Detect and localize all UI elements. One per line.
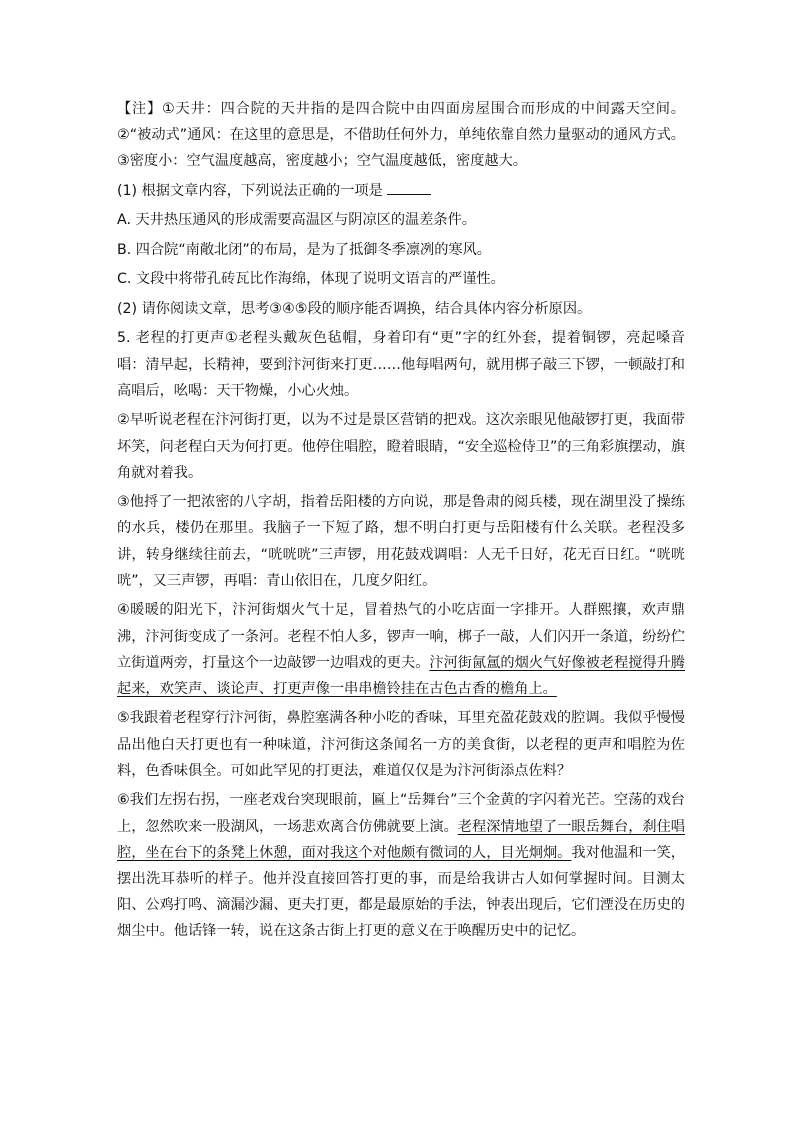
option-c: C. 文段中将带孔砖瓦比作海绵，体现了说明文语言的严谨性。 <box>117 271 505 288</box>
story-paragraph-5: ⑤我跟着老程穿行汴河街，鼻腔塞满各种小吃的香味，耳里充盈花鼓戏的腔调。我似乎慢慢品出他白天打更也有一种味道，汴河街这条闻名一方的美食街，以老程的更声和唱腔为佐料，色香味俱全。可如此罕见的打更法，难道仅仅是为汴河街添点佐料？ <box>117 710 685 779</box>
story-paragraph-3: ③他捋了一把浓密的八字胡，指着岳阳楼的方向说，那是鲁肃的阅兵楼，现在湖里没了操练的水兵，楼仍在那里。我脑子一下短了路，想不明白打更与岳阳楼有什么关联。老程没多讲，转身继续往前去，“咣咣咣”三声锣，用花鼓戏调唱：人无千日好，花无百日红。“咣咣咣”，又三声锣，再唱：青山依旧在，几度夕阳红。 <box>117 494 685 589</box>
underlined-sentence-1: 汴河街氤氲的烟火气好像被老程搅得升腾起来，欢笑声、谈论声、打更声像一串串檐铃挂在古色古香的檐角上。 <box>117 654 685 697</box>
story-paragraph-4 <box>117 597 685 702</box>
paragraph-6-text-a: ⑥我们左拐右拐，一座老戏台突现眼前，匾上“岳舞台”三个金黄的字闪着光芒。空荡的戏台上，忽然吹来一股湖风，一场悲欢离合仿佛就要上演。 <box>117 792 685 835</box>
story-paragraph-1: 5. 老程的打更声①老程头戴灰色毡帽，身着印有“更”字的红外套，提着铜锣，亮起嗓音唱：清早起，长精神，要到汴河街来打更……他每唱两句，就用梆子敲三下锣，一顿敲打和高唱后，吆喝：天干物燥，小心火烛。 <box>117 330 685 399</box>
option-a: A. 天井热压通风的形成需要高温区与阴凉区的温差条件。 <box>117 212 476 229</box>
annotation-note: 【注】①天井：四合院的天井指的是四合院中由四面房屋围合而形成的中间露天空间。②“被动式”通风：在这里的意思是，不借助任何外力，单纯依靠自然力量驱动的通风方式。③密度小：空气温度越高，密度越小；空气温度越低，密度越大。 <box>117 101 685 170</box>
story-paragraph-2: ②早听说老程在汴河街打更，以为不过是景区营销的把戏。这次亲眼见他敲锣打更，我面带坏笑，问老程白天为何打更。他停住唱腔，瞪着眼睛，“安全巡检侍卫”的三角彩旗摆动，旗角就对着我。 <box>117 412 686 481</box>
question-2: (2) 请你阅读文章，思考③④⑤段的顺序能否调换，结合具体内容分析原因。 <box>117 300 592 317</box>
underlined-sentence-2: 老程深情地望了一眼岳舞台，刹住唱腔，坐在台下的条凳上休憩，面对我这个对他颇有微词的人，目光炯炯。 <box>117 818 685 861</box>
paragraph-6-text-b: 我对他温和一笑，摆出洗耳恭听的样子。他并没直接回答打更的事，而是给我讲古人如何掌握时间。目测太阳、公鸡打鸣、滴漏沙漏、更夫打更，都是最原始的手法，钟表出现后，它们湮没在历史的烟尘中。他话锋一转，说在这条古街上打更的意义在于唤醒历史中的记忆。 <box>117 844 685 940</box>
document-page <box>117 96 685 948</box>
paragraph-4-text: ④暖暖的阳光下，汴河街烟火气十足，冒着热气的小吃店面一字排开。人群熙攘，欢声鼎沸，汴河街变成了一条河。老程不怕人多，锣声一响，梆子一敲，人们闪开一条道，纷纷伫立街道两旁，打量这个一边敲锣一边唱戏的更夫。 <box>117 602 685 671</box>
answer-blank[interactable] <box>387 180 431 195</box>
story-paragraph-6 <box>117 787 685 944</box>
option-b: B. 四合院“南敞北闭”的布局，是为了抵御冬季凛冽的寒风。 <box>117 241 491 258</box>
question-1-text: (1) 根据文章内容，下列说法正确的一项是 <box>117 182 383 199</box>
question-1-stem <box>117 178 685 204</box>
